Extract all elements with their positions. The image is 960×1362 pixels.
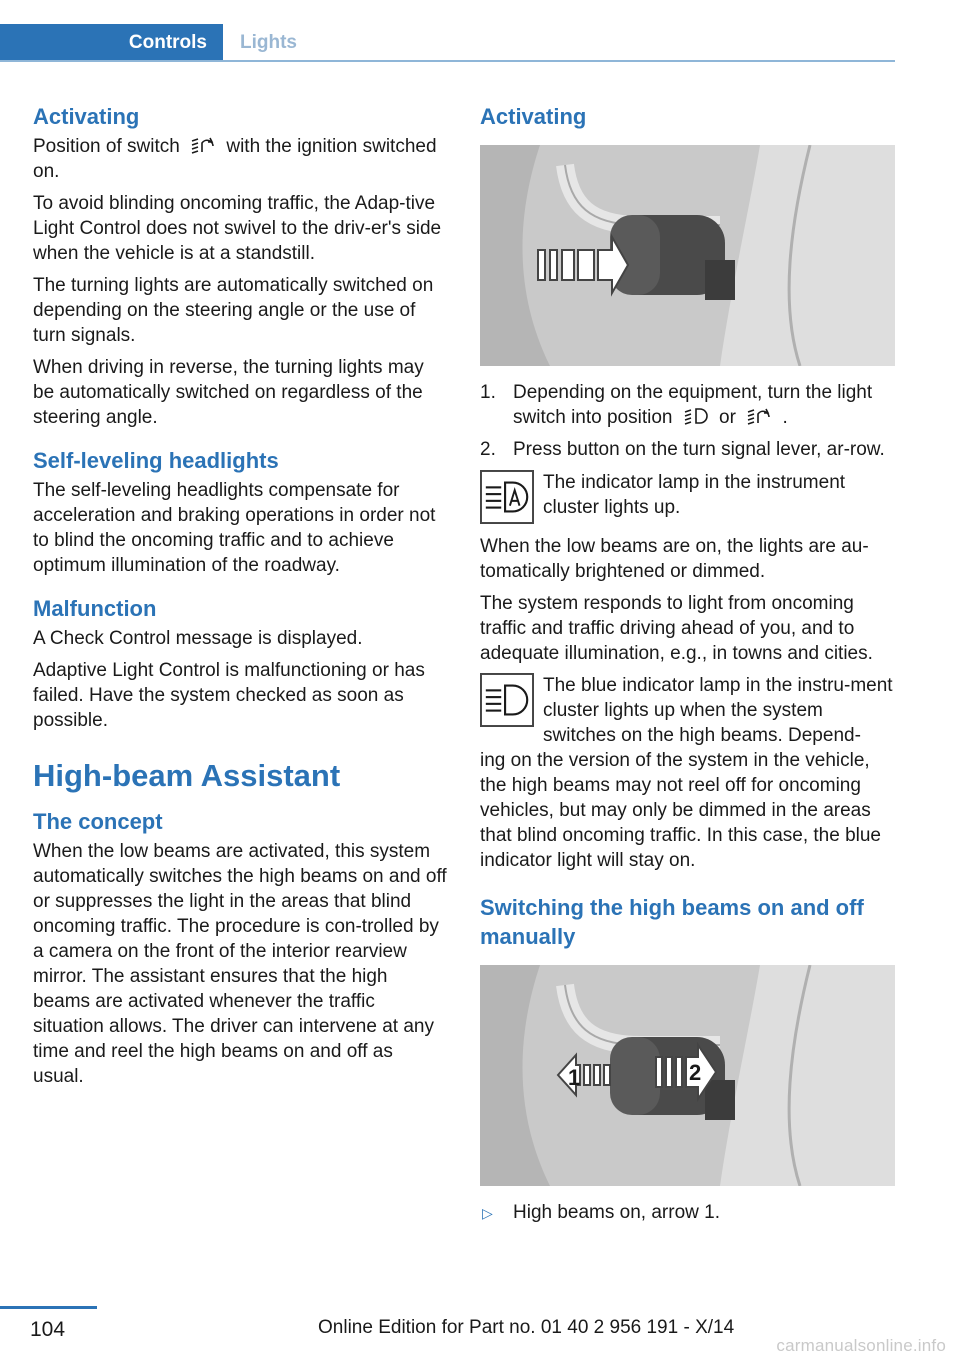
watermark: carmanualsonline.info xyxy=(776,1336,946,1355)
text-run: with the ignition switched on. xyxy=(33,136,437,182)
paragraph: The turning lights are automatically switched on depending on the steering angle or the use of turn signals. xyxy=(33,275,434,346)
header-rule xyxy=(0,60,895,62)
high-beam-assistant-indicator-icon xyxy=(480,470,534,524)
paragraph: The self-leveling headlights compensate for acceleration and braking operations in order not to blind the oncoming traffic and to achieve optimum illumination of the roadway. xyxy=(33,480,436,576)
section-heading-activating-right: Activating xyxy=(480,104,587,129)
arrow-1-label: 1 xyxy=(568,1065,581,1090)
section-heading-malfunction: Malfunction xyxy=(33,596,157,621)
arrow-2-label: 2 xyxy=(689,1060,702,1085)
text-run: . xyxy=(782,407,788,428)
left-column xyxy=(33,102,448,1096)
paragraph: When the low beams are activated, this system automatically switches the high beams on and off or suppresses the light in the areas that blind oncoming traffic. The procedure is con‐trolled by a camera on the front of the interior rearview mirror. The assistant ensures that the high beams are activated whenever the traffic situation allows. The driver can intervene at any time and reel the high beams on and off as usual. xyxy=(33,841,447,1087)
paragraph: To avoid blinding oncoming traffic, the Adap‐tive Light Control does not swivel to the driv‐er's side when the vehicle is at a standstill. xyxy=(33,193,442,264)
step-number: 1. xyxy=(480,382,496,403)
chapter-title-high-beam-assistant: High-beam Assistant xyxy=(33,758,341,793)
paragraph: Adaptive Light Control is malfunctioning or has failed. Have the system checked as soon as possible. xyxy=(33,660,425,731)
indicator-note-text: The blue indicator lamp in the instru‐ment cluster lights up when the system switches on the high beams. Depend‐ xyxy=(543,675,893,746)
paragraph xyxy=(33,134,448,184)
indicator-note xyxy=(480,673,895,748)
edition-footer: Online Edition for Part no. 01 40 2 956 191 - X/14 xyxy=(318,1317,735,1338)
list-item xyxy=(480,1200,895,1225)
indicator-note xyxy=(480,470,895,526)
tab-controls[interactable] xyxy=(0,24,223,61)
tab-lights-label: Lights xyxy=(240,31,297,53)
light-switch-auto-icon xyxy=(746,406,772,426)
text-run: Press button on the turn signal lever, ar‐row. xyxy=(513,439,885,460)
section-heading-activating: Activating xyxy=(33,104,140,129)
paragraph: When the low beams are on, the lights are au‐tomatically brightened or dimmed. xyxy=(480,536,869,582)
high-beam-indicator-icon xyxy=(480,673,534,727)
text-run: Depending on the equipment, turn the light switch into position xyxy=(513,382,873,428)
text-run: High beams on, arrow 1. xyxy=(513,1202,720,1223)
step-number: 2. xyxy=(480,439,496,460)
paragraph: The system responds to light from oncoming traffic and traffic driving ahead of you, and to adequate illumination, e.g., in towns and cities. xyxy=(480,593,873,664)
section-heading-manual-high-beams: Switching the high beams on and off manually xyxy=(480,895,864,949)
section-heading-concept: The concept xyxy=(33,809,163,834)
turn-signal-lever-figure xyxy=(480,145,895,366)
light-switch-auto-icon xyxy=(190,135,216,155)
list-item xyxy=(480,380,895,430)
paragraph: A Check Control message is displayed. xyxy=(33,628,363,649)
section-heading-self-leveling: Self-leveling headlights xyxy=(33,448,279,473)
page-number-rule xyxy=(0,1306,97,1309)
text-run: or xyxy=(719,407,736,428)
indicator-note-text: The indicator lamp in the instrument cluster lights up. xyxy=(543,472,846,518)
page-number: 104 xyxy=(30,1318,66,1341)
instruction-steps xyxy=(480,380,895,462)
bullet-triangle-icon: ▷ xyxy=(482,1205,493,1221)
list-item xyxy=(480,437,895,462)
tab-lights[interactable] xyxy=(240,24,297,61)
paragraph: ing on the version of the system in the vehicle, the high beams may not reel off for oncoming vehicles, but may only be dimmed in the areas that blind oncoming traffic. In this case, the blue indicator light will stay on. xyxy=(480,750,881,871)
tab-controls-label: Controls xyxy=(128,31,207,53)
text-run: Position of switch xyxy=(33,136,180,157)
high-beam-lever-figure xyxy=(480,965,895,1186)
paragraph: When driving in reverse, the turning lights may be automatically switched on regardless of the steering angle. xyxy=(33,357,424,428)
right-column xyxy=(480,102,895,1225)
low-beam-icon xyxy=(683,406,709,426)
